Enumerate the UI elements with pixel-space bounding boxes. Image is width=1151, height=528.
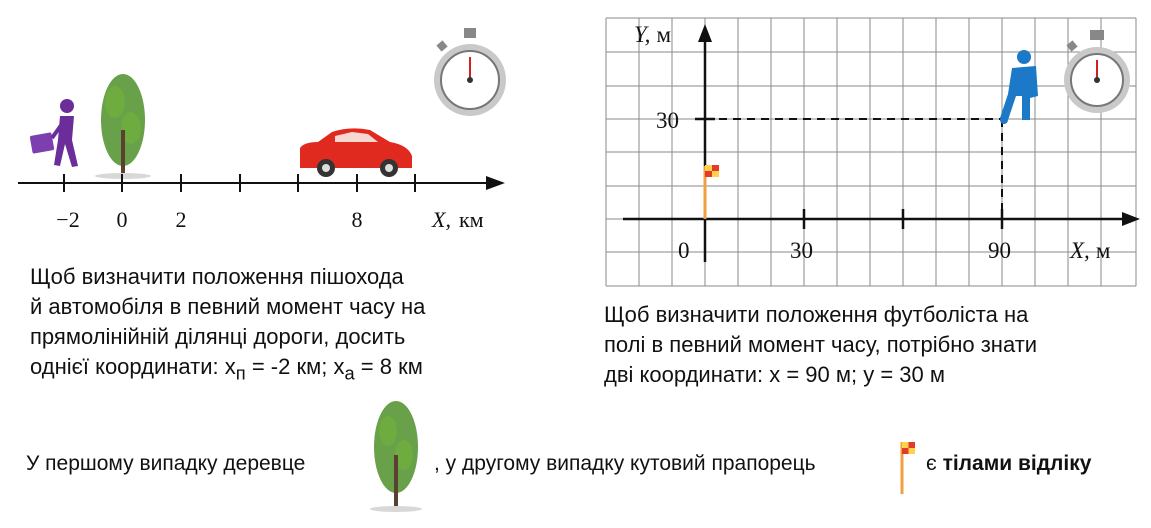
reference-bodies-sentence-middle bbox=[434, 452, 816, 476]
inline-tree-icon bbox=[364, 395, 428, 515]
inline-corner-flag-icon bbox=[896, 440, 918, 496]
right-caption-line-1: Щоб визначити положення футболіста на bbox=[604, 302, 1029, 327]
right-caption bbox=[604, 300, 1037, 390]
x-tick-label-0: 0 bbox=[678, 238, 690, 263]
tick-label-0: 0 bbox=[116, 207, 128, 232]
left-caption-line-1: Щоб визначити положення пішохода bbox=[30, 264, 404, 289]
field-x-axis-label: X, м bbox=[1070, 238, 1111, 263]
x-axis-arrow bbox=[486, 176, 505, 190]
sentence-part-3: є bbox=[926, 452, 943, 475]
field-x-axis-arrow bbox=[1122, 212, 1140, 226]
x-symbol-p: x bbox=[224, 354, 236, 379]
player-icon bbox=[1000, 50, 1038, 124]
sentence-part-2: , у другому випадку кутовий прапорець bbox=[434, 452, 816, 475]
left-caption-line-3: прямолінійній ділянці дороги, досить bbox=[30, 324, 406, 349]
stopwatch-icon bbox=[434, 28, 506, 116]
x-symbol-a: x bbox=[333, 354, 345, 379]
left-caption-line-4-text: однієї координати: bbox=[30, 354, 225, 379]
left-caption bbox=[30, 262, 425, 388]
tick-label-8: 8 bbox=[351, 207, 363, 232]
field-diagram bbox=[590, 0, 1150, 300]
field-y-axis-arrow bbox=[698, 24, 712, 42]
tree-icon bbox=[95, 74, 151, 179]
tick-label-2: 2 bbox=[175, 207, 187, 232]
right-caption-line-2: полі в певний момент часу, потрібно знати bbox=[604, 332, 1038, 357]
reference-bodies-sentence bbox=[26, 452, 305, 476]
y-tick-label-30: 30 bbox=[656, 108, 679, 133]
left-caption-line-2: й автомобіля в певний момент часу на bbox=[30, 294, 426, 319]
sentence-part-1: У першому випадку деревце bbox=[26, 452, 306, 475]
walker-icon bbox=[30, 99, 78, 167]
subscript-a: а bbox=[344, 362, 355, 384]
x-tick-label-30: 30 bbox=[790, 238, 813, 263]
road-diagram bbox=[0, 0, 520, 240]
value-p: = -2 км; bbox=[245, 354, 334, 379]
x-axis-label: X, км bbox=[432, 207, 484, 232]
corner-flag-icon bbox=[705, 165, 719, 219]
x-tick-label-90: 90 bbox=[988, 238, 1011, 263]
reference-bodies-sentence-end bbox=[926, 452, 1091, 476]
right-caption-line-3: дві координати: x = 90 м; y = 30 м bbox=[604, 362, 945, 387]
y-axis-label: Y, м bbox=[634, 22, 671, 47]
sentence-part-4-bold: тілами відліку bbox=[942, 452, 1092, 475]
tick-label-minus2: −2 bbox=[56, 207, 80, 232]
value-a: = 8 км bbox=[354, 354, 423, 379]
subscript-p: п bbox=[235, 362, 246, 384]
car-icon bbox=[300, 128, 412, 177]
left-caption-line-4 bbox=[30, 352, 425, 388]
stopwatch-icon bbox=[1064, 30, 1130, 113]
